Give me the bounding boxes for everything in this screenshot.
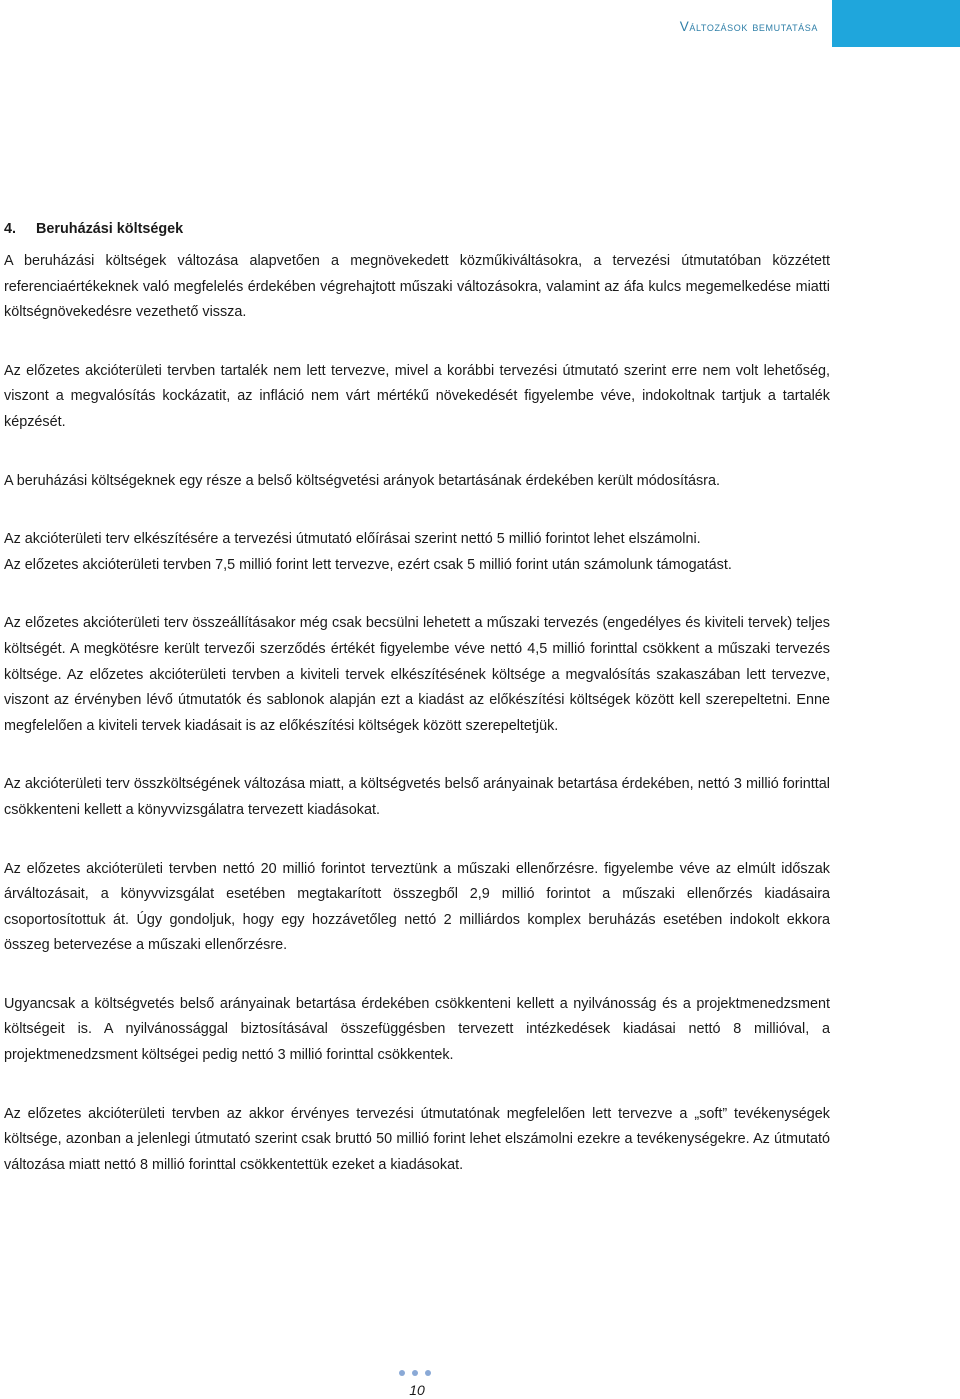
document-body <box>4 218 830 1211</box>
footer-dot <box>425 1370 431 1376</box>
footer-dot <box>399 1370 405 1376</box>
page-number: 10 <box>409 1382 425 1398</box>
paragraph-3: A beruházási költségeknek egy része a belső költségvetési arányok betartásának érdekében került módosításra. <box>4 472 720 489</box>
header-accent-block <box>832 0 960 47</box>
paragraph-6: Az előzetes akcióterületi terv összeállításakor még csak becsülni lehetett a műszaki tervezés (engedélyes és kiviteli tervek) teljes költségét. A megkötésre került tervezői szerződés értékét figyelembe véve nettó 4,5 millió forinttal csökkent a műszaki tervezés költsége. Az előzetes akcióterületi tervben a kiviteli tervek elkészítésének költsége a megvalósítás szakaszában lett tervezve, viszont az érvényben lévő útmutatók és sablonok alapján ezt a kiadást az előkészítési költségek között kell szerepeltetni. Enne megfelelően a kiviteli tervek kiadásait is az előkészítési költségek között szerepeltetjük. <box>4 615 830 734</box>
paragraph-7: Az akcióterületi terv összköltségének változása miatt, a költségvetés belső arányainak betartása érdekében, nettó 3 millió forinttal csökkenteni kellett a könyvvizsgálatra tervezett kiadásokat. <box>4 776 830 818</box>
section-title: Beruházási költségek <box>36 221 184 237</box>
section-number: 4. <box>4 221 17 237</box>
paragraph-1: A beruházási költségek változása alapvetően a megnövekedett közműkiváltásokra, a tervezési útmutatóban közzétett referenciaértékeknek való megfelelés érdekében végrehajtott műszaki változásokra, valamint az áfa kulcs megemelkedése miatti költségnövekedésre vezethető vissza. <box>4 253 830 321</box>
section-heading <box>4 218 830 240</box>
footer-dot <box>412 1370 418 1376</box>
running-header-title: Változások bemutatása <box>679 19 818 34</box>
paragraph-9: Ugyancsak a költségvetés belső arányainak betartása érdekében csökkenteni kellett a nyilvánosság és a projektmenedzsment költségeit is. A nyilvánossággal biztosításával összefüggésben tervezett intézkedések kiadásai nettó 8 millióval, a projektmenedzsment költségei pedig nettó 3 millió forinttal csökkentek. <box>4 995 830 1064</box>
paragraph-4: Az akcióterületi terv elkészítésére a tervezési útmutató előírásai szerint nettó 5 millió forintot lehet elszámolni. <box>4 531 701 548</box>
paragraph-5: Az előzetes akcióterületi tervben 7,5 millió forint lett tervezve, ezért csak 5 millió forint után számolunk támogatást. <box>4 556 732 573</box>
paragraph-2: Az előzetes akcióterületi tervben tartalék nem lett tervezve, mivel a korábbi tervezési útmutató szerint erre nem volt lehetőség, viszont a megvalósítás kockázatit, az infláció nem várt mértékű növekedését figyelembe véve, indokoltnak tartjuk a tartalék képzését. <box>4 362 830 430</box>
footer-dots-ornament <box>399 1370 439 1380</box>
paragraph-8: Az előzetes akcióterületi tervben nettó 20 millió forintot terveztünk a műszaki ellenőrzésre. figyelembe véve az elmúlt időszak árváltozásait, a könyvvizsgálat esetében megtakarított összegből 2,9 millió forintot a műszaki ellenőrzés kiadásaira csoportosítottuk át. Úgy gondoljuk, hogy egy hozzávetőleg nettó 2 milliárdos komplex beruházás esetében indokolt ekkora összeg betervezése a műszaki ellenőrzésre. <box>4 860 830 954</box>
paragraph-10: Az előzetes akcióterületi tervben az akkor érvényes tervezési útmutatónak megfelelően lett tervezve a „soft” tevékenységek költsége, azonban a jelenlegi útmutató szerint csak bruttó 50 millió forint lehet elszámolni ezekre a tevékenységekre. Az útmutató változása miatt nettó 8 millió forinttal csökkentettük ezeket a kiadásokat. <box>4 1105 830 1173</box>
